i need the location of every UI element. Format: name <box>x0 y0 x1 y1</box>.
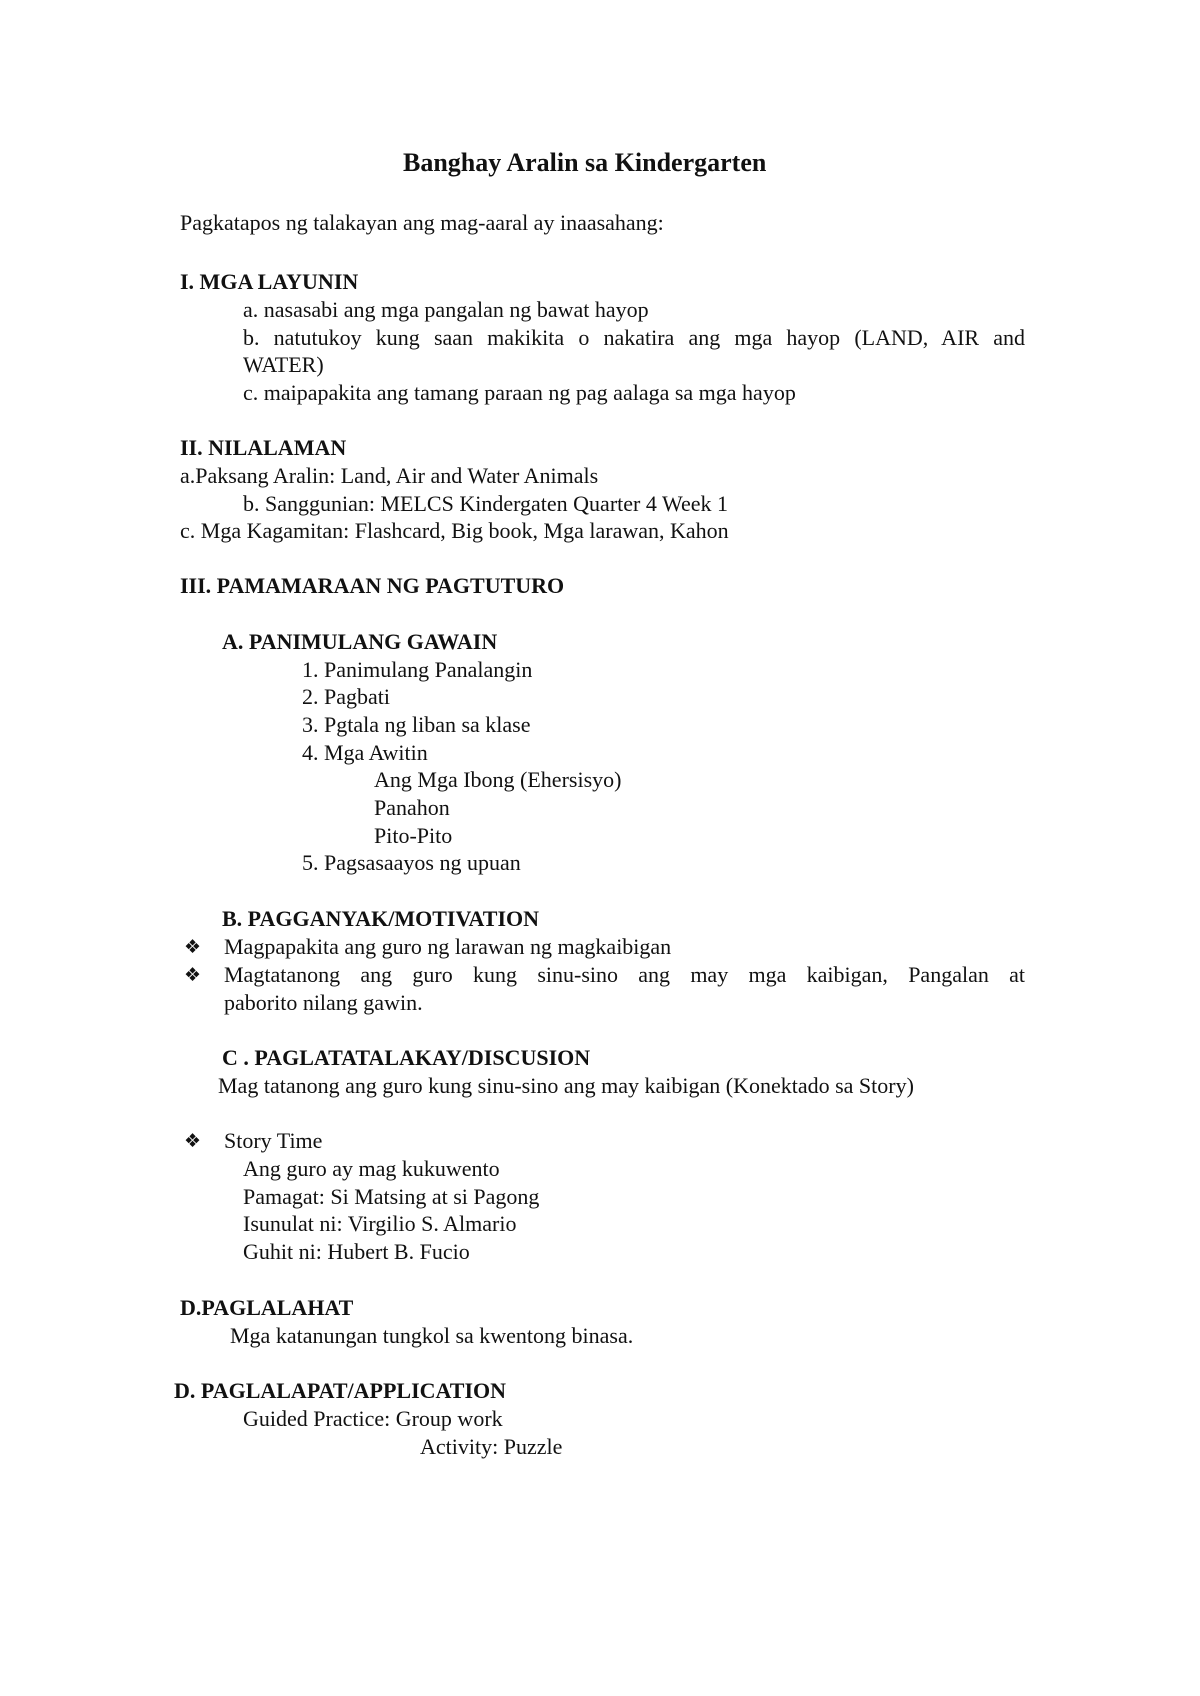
paglalahat-text: Mga katanungan tungkol sa kwentong binasa. <box>230 1323 634 1348</box>
awitin-item-1: Ang Mga Ibong (Ehersisyo) <box>374 767 622 792</box>
document-title: Banghay Aralin sa Kindergarten <box>403 148 767 177</box>
layunin-item-a: a. nasasabi ang mga pangalan ng bawat hayop <box>243 297 649 322</box>
pagganyak-bullet-2-line2: paborito nilang gawin. <box>224 990 423 1015</box>
diamond-bullet-icon: ❖ <box>184 964 202 986</box>
layunin-item-b-line2: WATER) <box>243 352 324 377</box>
intro-text: Pagkatapos ng talakayan ang mag-aaral ay inaasahang: <box>180 210 664 235</box>
layunin-item-b-line1: b. natutukoy kung saan makikita o nakatira ang mga hayop (LAND, AIR and <box>243 325 1025 350</box>
heading-layunin: I. MGA LAYUNIN <box>180 269 359 294</box>
heading-pamamaraan: III. PAMAMARAAN NG PAGTUTURO <box>180 573 565 598</box>
paglalapat-line-2: Activity: Puzzle <box>420 1434 563 1459</box>
heading-panimulang-gawain: A. PANIMULANG GAWAIN <box>222 629 498 654</box>
story-time-label: Story Time <box>224 1128 323 1153</box>
pagganyak-bullet-1: Magpapakita ang guro ng larawan ng magkaibigan <box>224 934 672 959</box>
nilalaman-item-c: c. Mga Kagamitan: Flashcard, Big book, Mga larawan, Kahon <box>180 518 729 543</box>
gawain-item-1: 1. Panimulang Panalangin <box>302 657 533 682</box>
awitin-item-2: Panahon <box>374 795 450 820</box>
story-line-4: Guhit ni: Hubert B. Fucio <box>243 1239 470 1264</box>
awitin-item-3: Pito-Pito <box>374 823 453 848</box>
nilalaman-item-b: b. Sanggunian: MELCS Kindergaten Quarter 4 Week 1 <box>243 491 728 516</box>
story-line-2: Pamagat: Si Matsing at si Pagong <box>243 1184 540 1209</box>
heading-pagganyak: B. PAGGANYAK/MOTIVATION <box>222 906 540 931</box>
pagganyak-bullet-2-line1: Magtatanong ang guro kung sinu-sino ang may mga kaibigan, Pangalan at <box>224 962 1025 987</box>
gawain-item-4: 4. Mga Awitin <box>302 740 428 765</box>
heading-paglalahat: D.PAGLALAHAT <box>180 1295 354 1320</box>
nilalaman-item-a: a.Paksang Aralin: Land, Air and Water Animals <box>180 463 599 488</box>
heading-nilalaman: II. NILALAMAN <box>180 435 347 460</box>
diamond-bullet-icon: ❖ <box>184 936 202 958</box>
talakayan-text: Mag tatanong ang guro kung sinu-sino ang may kaibigan (Konektado sa Story) <box>218 1073 914 1098</box>
layunin-item-c: c. maipapakita ang tamang paraan ng pag aalaga sa mga hayop <box>243 380 796 405</box>
paglalapat-line-1: Guided Practice: Group work <box>243 1406 503 1431</box>
heading-talakayan: C . PAGLATATALAKAY/DISCUSION <box>222 1045 591 1070</box>
story-line-1: Ang guro ay mag kukuwento <box>243 1156 500 1181</box>
heading-paglalapat: D. PAGLALAPAT/APPLICATION <box>174 1378 507 1403</box>
gawain-item-5: 5. Pagsasaayos ng upuan <box>302 850 521 875</box>
gawain-item-3: 3. Pgtala ng liban sa klase <box>302 712 531 737</box>
diamond-bullet-icon: ❖ <box>184 1130 202 1152</box>
story-line-3: Isunulat ni: Virgilio S. Almario <box>243 1211 517 1236</box>
gawain-item-2: 2. Pagbati <box>302 684 390 709</box>
